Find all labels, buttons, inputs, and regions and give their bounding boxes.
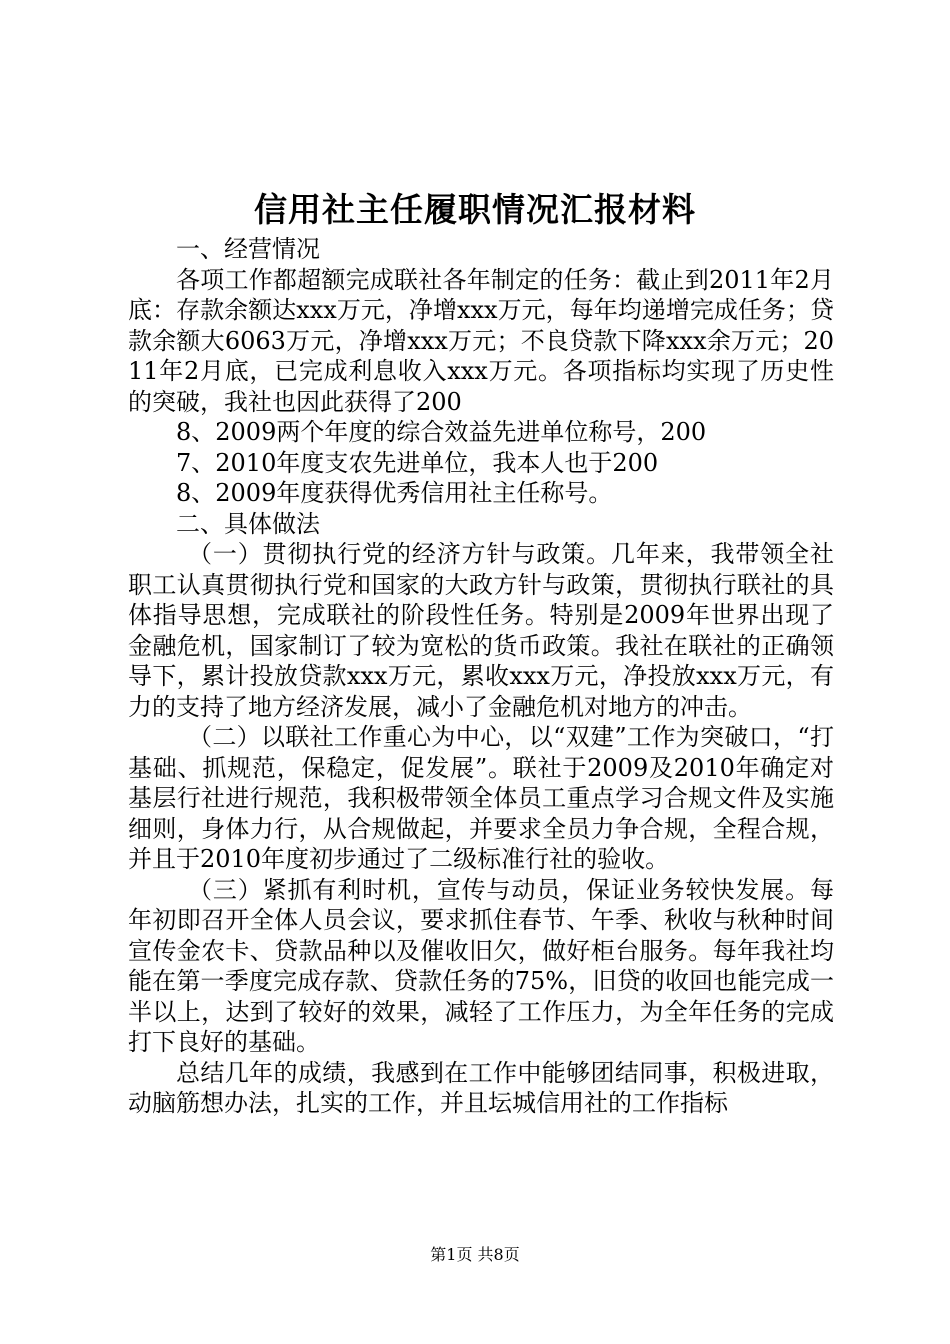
paragraph: 8、2009两个年度的综合效益先进单位称号，200 — [176, 418, 707, 446]
paragraph: （三）紧抓有利时机，宣传与动员，保证业务较快发展。每年初即召开全体人员会议，要求抓住春节、午季、秋收与秋种时间宣传金农卡、贷款品种以及催收旧欠，做好柜台服务。每年我社均能在第一季度完成存款、贷款任务的75%，旧贷的收回也能完成一半以上，达到了较好的效果，减轻了工作压力，为全年任务的完成打下良好的基础。 — [128, 875, 834, 1056]
page-footer: 第1页 共8页 — [430, 1245, 520, 1264]
paragraph: 8、2009年度获得优秀信用社主任称号。 — [176, 479, 613, 507]
section-heading: 一、经营情况 — [176, 235, 320, 263]
paragraph: 各项工作都超额完成联社各年制定的任务：截止到2011年2月底：存款余额达xxx万元，净增xxx万元，每年均递增完成任务；贷款余额大6063万元，净增xxx万元；不良贷款下降xxx余万元；2011年2月底，已完成利息收入xxx万元。各项指标均实现了历史性的突破，我社也因此获得了200 — [128, 265, 834, 416]
paragraph: （一）贯彻执行党的经济方针与政策。几年来，我带领全社职工认真贯彻执行党和国家的大政方针与政策，贯彻执行联社的具体指导思想，完成联社的阶段性任务。特别是2009年世界出现了金融危机，国家制订了较为宽松的货币政策。我社在联社的正确领导下，累计投放贷款xxx万元，累收xxx万元，净投放xxx万元，有力的支持了地方经济发展，减小了金融危机对地方的冲击。 — [128, 540, 834, 721]
paragraph: （二）以联社工作重心为中心，以“双建”工作为突破口，“打基础、抓规范，保稳定，促发展”。联社于2009及2010年确定对基层行社进行规范，我积极带领全体员工重点学习合规文件及实施细则，身体力行，从合规做起，并要求全员力争合规，全程合规，并且于2010年度初步通过了二级标准行社的验收。 — [128, 723, 834, 873]
paragraph: 7、2010年度支农先进单位，我本人也于200 — [176, 448, 659, 477]
section-heading: 二、具体做法 — [176, 509, 320, 538]
document-body — [128, 234, 834, 1119]
document-title: 信用社主任履职情况汇报材料 — [254, 190, 696, 229]
paragraph: 总结几年的成绩，我感到在工作中能够团结同事，积极进取，动脑筋想办法，扎实的工作，并且坛城信用社的工作指标 — [128, 1058, 834, 1117]
